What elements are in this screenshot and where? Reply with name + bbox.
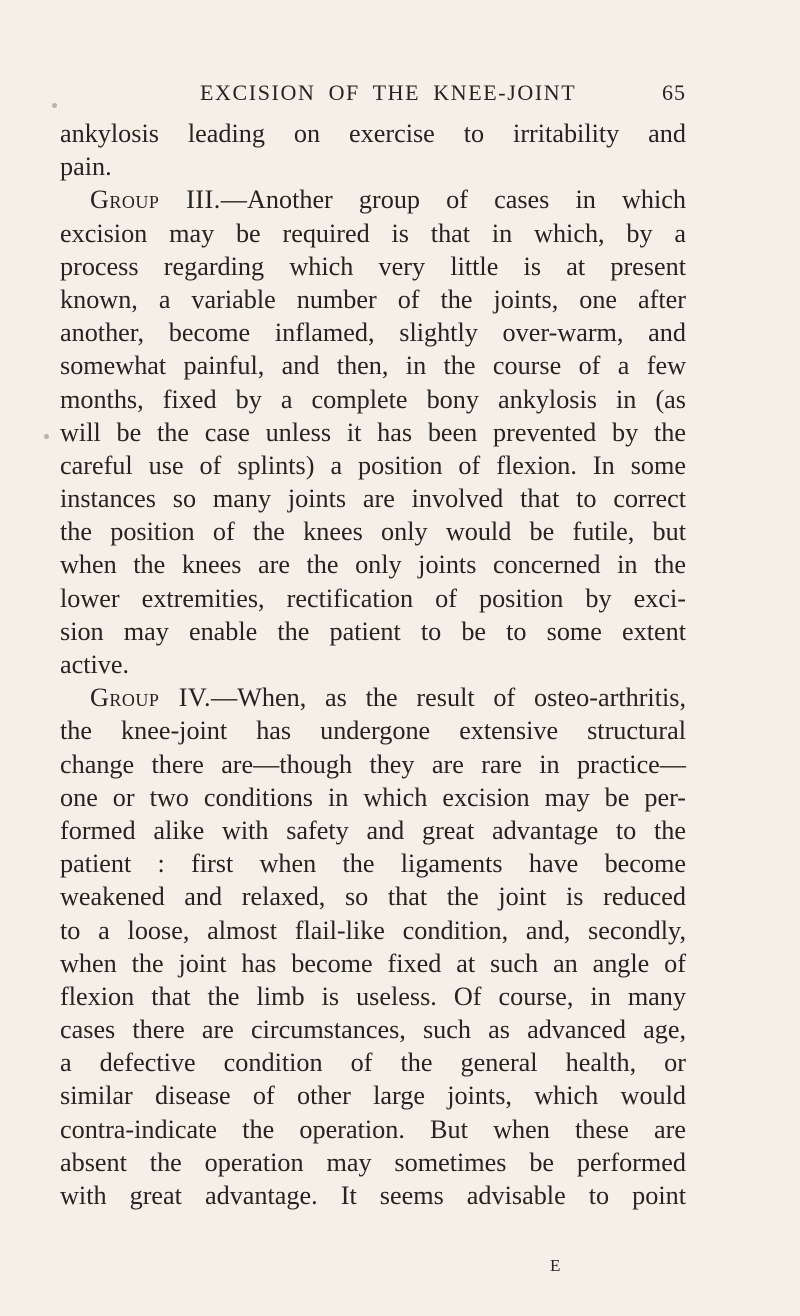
text-line <box>60 283 686 316</box>
line-text: excision may be required is that in which, by a <box>60 218 686 248</box>
line-text: months, fixed by a complete bony ankylosis in (as <box>60 384 686 414</box>
line-text: pain. <box>60 152 112 182</box>
margin-speck <box>52 103 57 108</box>
text-line <box>60 150 686 183</box>
text-line <box>60 383 686 416</box>
text-line <box>60 416 686 449</box>
group-heading: Group IV. <box>90 683 212 713</box>
text-line <box>60 914 686 947</box>
line-text: known, a variable number of the joints, one after <box>60 284 686 314</box>
text-line <box>60 714 686 747</box>
text-line <box>60 183 686 216</box>
line-text: contra-indicate the operation. But when these are <box>60 1114 686 1144</box>
text-line <box>60 117 686 150</box>
line-text: patient : first when the ligaments have become <box>60 849 686 879</box>
text-line <box>60 880 686 913</box>
running-head: EXCISION OF THE KNEE-JOINT <box>200 80 577 105</box>
line-text: flexion that the limb is useless. Of course, in many <box>60 981 686 1011</box>
text-line <box>60 548 686 581</box>
text-line <box>60 349 686 382</box>
line-text: the knee-joint has undergone extensive structural <box>60 716 686 746</box>
line-text: active. <box>60 650 130 679</box>
text-line <box>60 1179 686 1212</box>
text-line <box>60 1079 686 1112</box>
text-line <box>60 681 686 714</box>
line-text: one or two conditions in which excision may be per- <box>60 782 686 812</box>
line-text: weakened and relaxed, so that the joint is reduced <box>60 882 686 912</box>
line-text: to a loose, almost flail-like condition, and, secondly, <box>60 915 686 945</box>
text-line <box>60 1146 686 1179</box>
text-line <box>60 1113 686 1146</box>
line-text: similar disease of other large joints, which would <box>60 1081 686 1111</box>
line-text: process regarding which very little is at present <box>60 251 686 281</box>
text-line <box>60 748 686 781</box>
text-line <box>60 582 686 615</box>
line-text: instances so many joints are involved that to correct <box>60 484 686 514</box>
text-line <box>60 217 686 250</box>
line-text: absent the operation may sometimes be performed <box>60 1147 686 1177</box>
text-line <box>60 814 686 847</box>
line-text: cases there are circumstances, such as advanced age, <box>60 1015 686 1045</box>
line-text: change there are—though they are rare in practice— <box>60 749 686 779</box>
line-text: the position of the knees only would be futile, but <box>60 517 686 547</box>
text-line <box>60 449 686 482</box>
text-line <box>60 947 686 980</box>
line-text: —Another group of cases in which <box>220 185 687 215</box>
text-line <box>60 648 686 681</box>
text-line <box>60 980 686 1013</box>
text-line <box>60 615 686 648</box>
text-line <box>60 781 686 814</box>
text-line <box>60 515 686 548</box>
line-text: sion may enable the patient to be to some extent <box>60 616 686 646</box>
body-text <box>60 117 686 1212</box>
line-text: —When, as the result of osteo-arthritis, <box>211 683 686 713</box>
text-line <box>60 482 686 515</box>
line-text: a defective condition of the general health, or <box>60 1048 686 1078</box>
line-text: ankylosis leading on exercise to irritability and <box>60 119 686 148</box>
page-number: 65 <box>662 80 686 105</box>
line-text: with great advantage. It seems advisable to point <box>60 1181 686 1210</box>
line-text: formed alike with safety and great advantage to the <box>60 815 686 845</box>
signature-mark: E <box>550 1256 561 1275</box>
line-text: when the joint has become fixed at such an angle of <box>60 948 686 978</box>
page-header <box>60 80 686 114</box>
line-text: will be the case unless it has been prevented by the <box>60 417 686 447</box>
text-line <box>60 250 686 283</box>
line-text: somewhat painful, and then, in the course of a few <box>60 351 686 381</box>
line-text: when the knees are the only joints concerned in the <box>60 550 686 580</box>
text-line <box>60 1013 686 1046</box>
text-line <box>60 1046 686 1079</box>
text-line <box>60 316 686 349</box>
line-text: lower extremities, rectification of position by exci- <box>60 583 686 613</box>
group-heading: Group III. <box>90 185 221 215</box>
margin-speck <box>44 434 49 439</box>
line-text: another, become inflamed, slightly over-warm, and <box>60 318 686 348</box>
line-text: careful use of splints) a position of flexion. In some <box>60 450 686 480</box>
text-line <box>60 847 686 880</box>
